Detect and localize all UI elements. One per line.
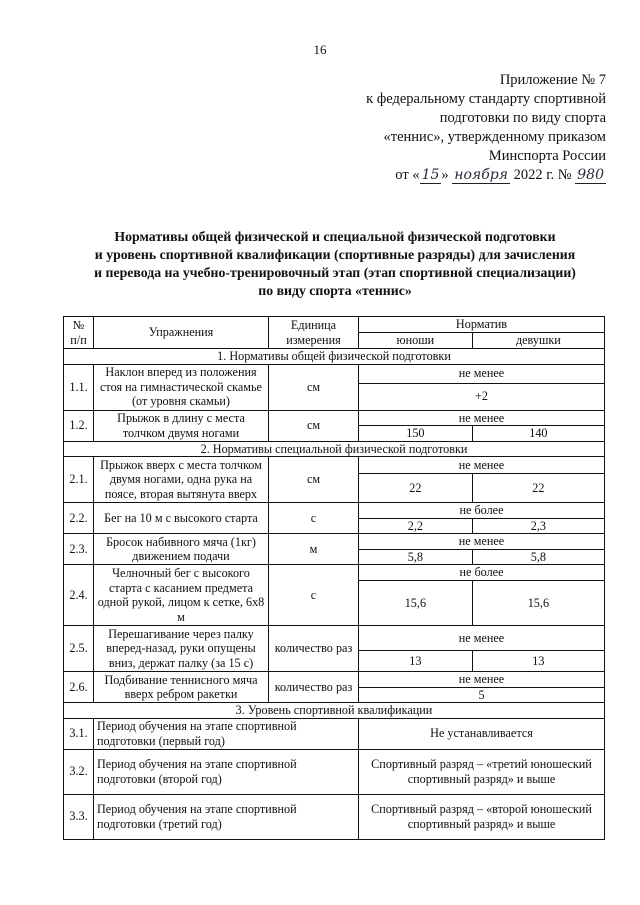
appendix-line: подготовки по виду спорта xyxy=(439,110,606,126)
row-value-girls: 140 xyxy=(472,426,604,442)
row-exercise: Период обучения на этапе спортивной подготовки (третий год) xyxy=(94,794,359,839)
table-row xyxy=(64,364,605,383)
row-value-boys: 13 xyxy=(359,651,473,672)
date-prefix: от « xyxy=(395,167,420,183)
row-exercise: Период обучения на этапе спортивной подготовки (второй год) xyxy=(94,749,359,794)
row-unit: см xyxy=(269,410,359,441)
row-num: 2.6. xyxy=(64,672,94,703)
appendix-line: Минспорта России xyxy=(488,148,606,164)
row-unit: м xyxy=(269,534,359,565)
row-num: 2.4. xyxy=(64,565,94,626)
row-exercise: Перешагивание через палку вперед-назад, руки опущены вниз, держат палку (за 15 с) xyxy=(94,626,269,672)
table-row xyxy=(64,626,605,651)
row-exercise: Прыжок вверх с места толчком двумя ногами, одна рука на поясе, вторая вытянута вверх xyxy=(94,457,269,503)
row-value-combined: 5 xyxy=(359,687,605,703)
row-unit: с xyxy=(269,565,359,626)
row-num: 2.3. xyxy=(64,534,94,565)
row-exercise: Период обучения на этапе спортивной подготовки (первый год) xyxy=(94,718,359,749)
norms-table xyxy=(63,316,605,840)
row-condition: не менее xyxy=(359,672,605,688)
row-condition: не менее xyxy=(359,457,605,474)
row-value-girls: 5,8 xyxy=(472,549,604,565)
table-row xyxy=(64,503,605,519)
row-value-combined: +2 xyxy=(359,383,605,410)
row-num: 2.1. xyxy=(64,457,94,503)
row-value: Спортивный разряд – «третий юношеский спортивный разряд» и выше xyxy=(359,749,605,794)
title-line: Нормативы общей физической и специальной физической подготовки xyxy=(114,229,556,244)
date-mid: » xyxy=(441,167,453,183)
row-exercise: Подбивание теннисного мяча вверх ребром ракетки xyxy=(94,672,269,703)
row-value: Спортивный разряд – «второй юношеский спортивный разряд» и выше xyxy=(359,794,605,839)
row-value-boys: 5,8 xyxy=(359,549,473,565)
row-unit: см xyxy=(269,457,359,503)
row-num: 3.3. xyxy=(64,794,94,839)
header-norm: Норматив xyxy=(359,317,605,333)
row-condition: не более xyxy=(359,503,605,519)
row-num: 3.1. xyxy=(64,718,94,749)
table-row xyxy=(64,718,605,749)
appendix-line: к федеральному стандарту спортивной xyxy=(366,91,606,107)
title-line: и перевода на учебно-тренировочный этап (этап спортивной специализации) xyxy=(94,265,576,280)
row-num: 2.2. xyxy=(64,503,94,534)
row-unit: количество раз xyxy=(269,626,359,672)
table-row xyxy=(64,794,605,839)
handwritten-number: 980 xyxy=(577,167,604,183)
row-condition: не менее xyxy=(359,410,605,426)
row-unit: см xyxy=(269,364,359,410)
order-date xyxy=(316,166,606,185)
table-row xyxy=(64,565,605,581)
row-exercise: Прыжок в длину с места толчком двумя ногами xyxy=(94,410,269,441)
title-line: и уровень спортивной квалификации (спортивные разряды) для зачисления xyxy=(94,247,576,262)
title-line: по виду спорта «теннис» xyxy=(258,283,412,298)
handwritten-day: 15 xyxy=(421,167,440,183)
row-num: 1.2. xyxy=(64,410,94,441)
header-unit: Единица измерения xyxy=(269,317,359,349)
table-row xyxy=(64,410,605,426)
row-value-boys: 15,6 xyxy=(359,581,473,626)
table-row xyxy=(64,749,605,794)
row-value-girls: 15,6 xyxy=(472,581,604,626)
table-row xyxy=(64,672,605,688)
header-boys: юноши xyxy=(359,333,473,349)
appendix-line: Приложение № 7 xyxy=(499,72,606,88)
section-title: 3. Уровень спортивной квалификации xyxy=(64,703,605,719)
row-unit: количество раз xyxy=(269,672,359,703)
row-exercise: Бег на 10 м с высокого старта xyxy=(94,503,269,534)
section-title: 1. Нормативы общей физической подготовки xyxy=(64,349,605,365)
row-condition: не менее xyxy=(359,626,605,651)
section-row xyxy=(64,349,605,365)
header-num: № п/п xyxy=(64,317,94,349)
row-exercise: Челночный бег с высокого старта с касанием предмета одной рукой, лицом к сетке, 6х8 м xyxy=(94,565,269,626)
row-value-girls: 22 xyxy=(472,474,604,503)
header-row xyxy=(64,317,605,333)
handwritten-month: ноября xyxy=(454,167,508,183)
row-exercise: Бросок набивного мяча (1кг) движением подачи xyxy=(94,534,269,565)
table-row xyxy=(64,457,605,474)
row-value-boys: 22 xyxy=(359,474,473,503)
section-title: 2. Нормативы специальной физической подготовки xyxy=(64,441,605,457)
row-exercise: Наклон вперед из положения стоя на гимнастической скамье (от уровня скамьи) xyxy=(94,364,269,410)
row-value: Не устанавливается xyxy=(359,718,605,749)
document-title xyxy=(70,228,600,300)
row-condition: не менее xyxy=(359,534,605,550)
row-unit: с xyxy=(269,503,359,534)
row-condition: не более xyxy=(359,565,605,581)
date-year: 2022 г. № xyxy=(509,167,576,183)
row-num: 1.1. xyxy=(64,364,94,410)
section-row xyxy=(64,441,605,457)
appendix-line: «теннис», утвержденному приказом xyxy=(383,129,606,145)
row-value-boys: 2,2 xyxy=(359,518,473,534)
row-value-boys: 150 xyxy=(359,426,473,442)
row-num: 2.5. xyxy=(64,626,94,672)
header-exercise: Упражнения xyxy=(94,317,269,349)
page-number: 16 xyxy=(313,42,327,57)
row-value-girls: 13 xyxy=(472,651,604,672)
row-value-girls: 2,3 xyxy=(472,518,604,534)
row-condition: не менее xyxy=(359,364,605,383)
table-row xyxy=(64,534,605,550)
section-row xyxy=(64,703,605,719)
row-num: 3.2. xyxy=(64,749,94,794)
header-girls: девушки xyxy=(472,333,604,349)
appendix-block xyxy=(316,71,606,185)
